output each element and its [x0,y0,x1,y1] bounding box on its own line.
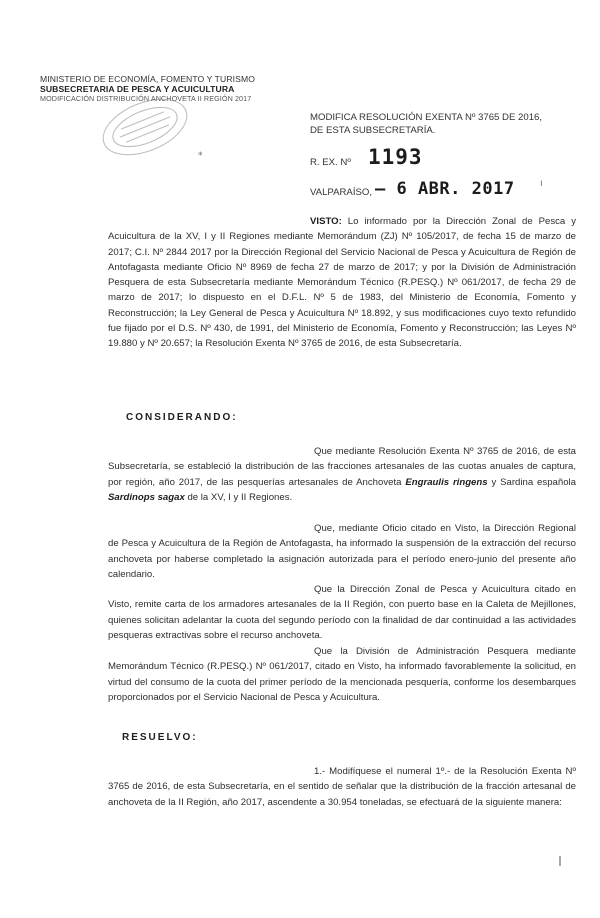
resolution-date: – 6 ABR. 2017 [375,179,515,199]
modification-line: MODIFICACIÓN DISTRIBUCIÓN ANCHOVETA II REGIÓN 2017 [40,94,252,103]
p2-text: Que, mediante Oficio citado en Visto, la Dirección Regional de Pesca y Acuicultura de la Región de Antofagasta, ha informado la suspensión de la extracción del recurso anchoveta por haberse completado la asignación autorizada para el período enero-junio del presente año calendario. [108,523,576,580]
considerando-paragraph-2 [108,521,576,582]
official-stamp [86,92,204,162]
visto-label: VISTO: [310,216,342,227]
p3-text: Que la Dirección Zonal de Pesca y Acuicultura citado en Visto, remite carta de los armadores artesanales de la II Región, con puerto base en la Caleta de Mejillones, quienes solicitan adelantar la cuota del segundo período con la finalidad de dar continuidad a las actividades pesqueras extractivas sobre el recurso anchoveta. [108,584,576,641]
species-sardina: Sardinops sagax [108,491,185,503]
p1-text-c: de la XV, I y II Regiones. [187,491,293,503]
considerando-paragraph-1 [108,444,576,505]
visto-text: Lo informado por la Dirección Zonal de Pesca y Acuicultura de la XV, I y II Regiones mediante Memorándum (ZJ) Nº 105/2017, de fecha 15 de marzo de 2017; C.I. Nº 2844 2017 por la Dirección Regional del Servicio Nacional de Pesca y Acuicultura de Región de Antofagasta mediante Oficio Nº 8969 de fecha 27 de marzo de 2017; y por la División de Administración Pesquera de esta Subsecretaría mediante Memorándum Técnico (R.PESQ.) Nº 061/2017, de fecha 29 de marzo de 2017; lo dispuesto en el D.F.L. Nº 5 de 1983, del Ministerio de Economía, Fomento y Reconstrucción; la Ley General de Pesca y Acuicultura Nº 18.892, y sus modificaciones cuyo texto refundido fue fijado por el D.S. Nº 430, de 1991, del Ministerio de Economía, Fomento y Reconstrucción; las Leyes Nº 19.880 y Nº 20.657; la Resolución Exenta Nº 3765 de 2016, de esta Subsecretaría. [108,216,576,350]
p1-text-a: Que mediante Resolución Exenta Nº 3765 de 2016, de esta Subsecretaría, se estableció la distribución de las fracciones artesanales de las cuotas anuales de captura, por región, año 2017, de las pesquerías artesanales de Anchoveta [108,446,576,488]
place-label: VALPARAÍSO, [310,187,373,198]
resuelvo-text: 1.- Modifíquese el numeral 1º.- de la Resolución Exenta Nº 3765 de 2016, de esta Subsecretaría, en el sentido de señalar que la distribución de la fracción artesanal de anchoveta de la II Región, año 2017, ascendente a 30.954 toneladas, se efectuará de la siguiente manera: [108,766,576,808]
resolution-subject [310,111,580,137]
resuelvo-heading: RESUELVO: [122,732,198,743]
p4-text: Que la División de Administración Pesquera mediante Memorándum Técnico (R.PESQ.) Nº 061/2017, citado en Visto, ha informado favorablemente la solicitud, en virtud del consumo de la cuota del primer período de la mencionada pesquería, conforme los desembarques proporcionados por el Servicio Nacional de Pesca y Acuicultura. [108,646,576,703]
resuelvo-paragraph-1 [108,764,576,810]
stamp-asterisk: * [198,151,203,161]
ministry-name: MINISTERIO DE ECONOMÍA, FOMENTO Y TURISMO [40,74,255,84]
margin-mark: ı [540,178,543,189]
considerando-paragraph-4 [108,644,576,705]
resolution-label: R. EX. Nº [310,157,351,168]
visto-paragraph [108,214,576,352]
subsecretaria-name: SUBSECRETARIA DE PESCA Y ACUICULTURA [40,84,235,94]
resolution-number: 1193 [368,145,423,169]
subject-line-1: MODIFICA RESOLUCIÓN EXENTA Nº 3765 DE 2016, [310,112,543,123]
p1-text-b: y Sardina española [491,476,577,488]
species-anchoveta: Engraulis ringens [405,476,488,488]
considerando-paragraph-3 [108,582,576,643]
margin-tick [559,856,561,866]
considerando-heading: CONSIDERANDO: [126,412,238,423]
subject-line-2: DE ESTA SUBSECRETARÍA. [310,125,436,136]
